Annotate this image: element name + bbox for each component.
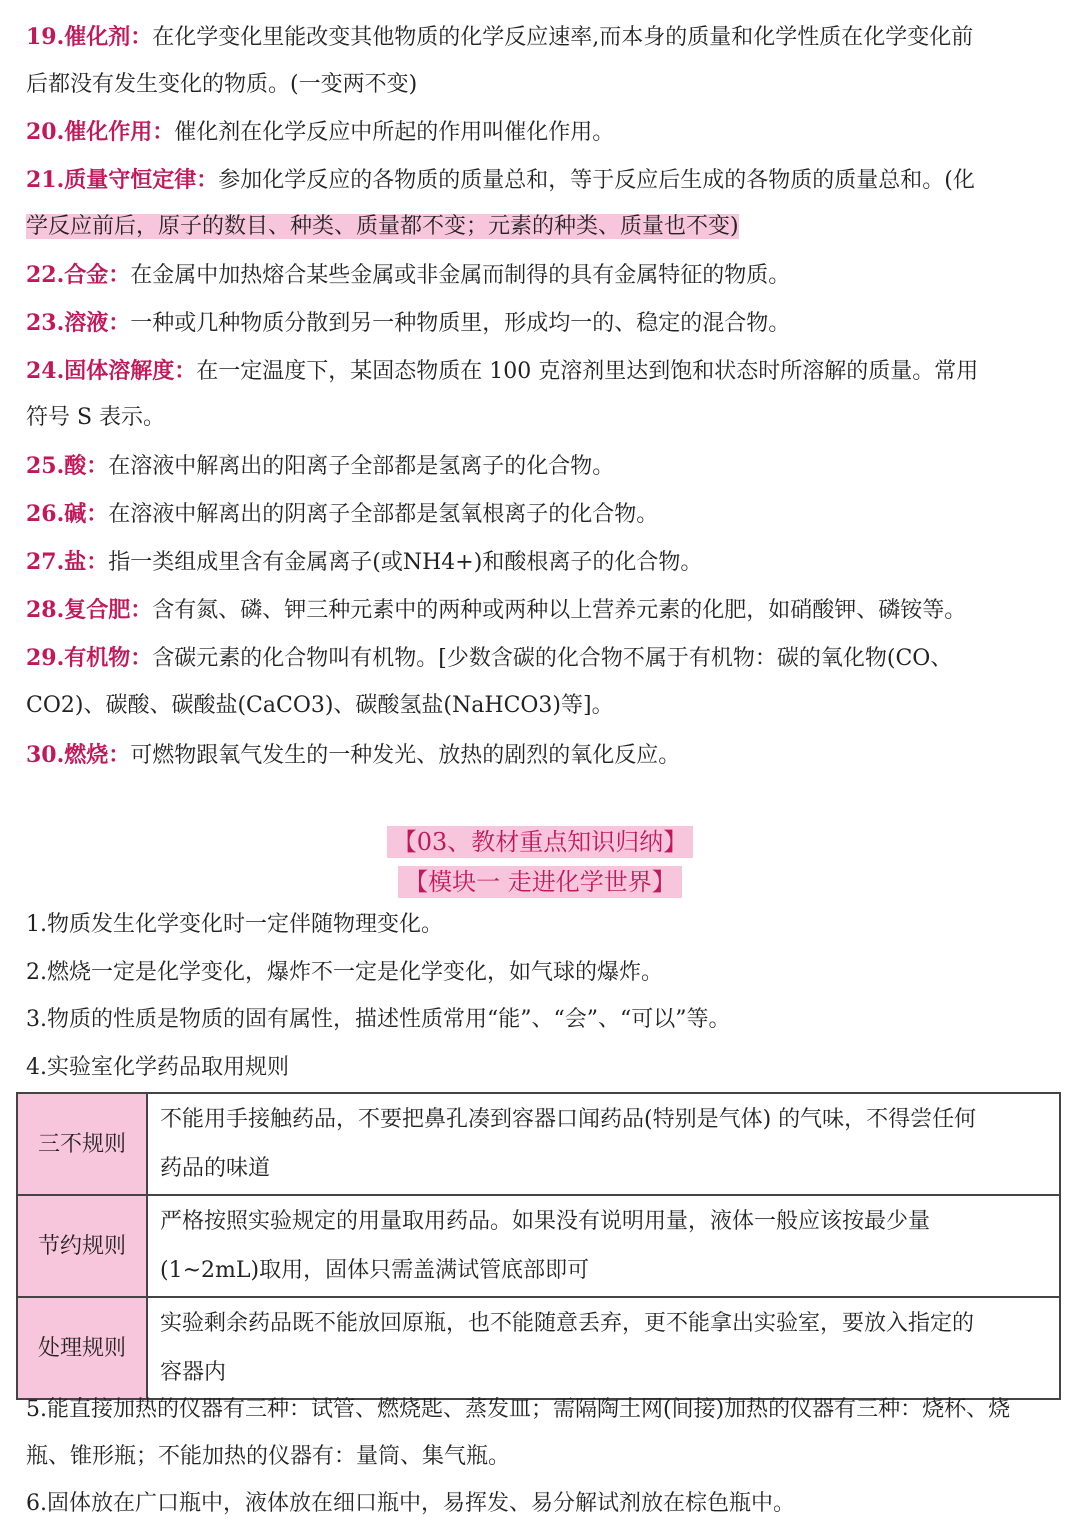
definition-text: 在溶液中解离出的阳离子全部都是氢离子的化合物。 <box>108 454 615 479</box>
definition-text: 学反应前后，原子的数目、种类、质量都不变；元素的种类、质量也不变) <box>26 214 739 239</box>
rule-label: 三不规则 <box>17 1093 147 1195</box>
definition-text: 含有氮、磷、钾三种元素中的两种或两种以上营养元素的化肥，如硝酸钾、磷铵等。 <box>152 598 967 623</box>
definition-text: 在化学变化里能改变其他物质的化学反应速率,而本身的质量和化学性质在化学变化前 <box>152 25 974 50</box>
definition-26 <box>26 499 658 530</box>
definition-number: 26.碱： <box>26 501 109 527</box>
point-6 <box>26 1489 795 1519</box>
definition-text: 含碳元素的化合物叫有机物。[少数含碳的化合物不属于有机物：碳的氧化物(CO、 <box>152 646 953 671</box>
definition-number: 28.复合肥： <box>26 597 153 623</box>
definition-text: 在一定温度下，某固态物质在 100 克溶剂里达到饱和状态时所溶解的质量。常用 <box>196 359 979 384</box>
definition-text: 符号 S 表示。 <box>26 405 166 430</box>
module-heading-text: 【模块一 走进化学世界】 <box>398 866 682 898</box>
table-row <box>17 1297 1060 1399</box>
point-text: 2.燃烧一定是化学变化，爆炸不一定是化学变化，如气球的爆炸。 <box>26 960 663 985</box>
definition-29-cont <box>26 691 614 721</box>
definition-number: 30.燃烧： <box>26 742 131 768</box>
definition-text: 在金属中加热熔合某些金属或非金属而制得的具有金属特征的物质。 <box>130 263 791 288</box>
definition-30 <box>26 740 680 771</box>
definition-number: 24.固体溶解度： <box>26 358 197 384</box>
definition-number: 20.催化作用： <box>26 119 175 145</box>
definition-21 <box>26 165 975 196</box>
table-row <box>17 1093 1060 1195</box>
definition-number: 19.催化剂： <box>26 24 153 50</box>
point-4 <box>26 1053 289 1083</box>
rule-line: 实验剩余药品既不能放回原瓶，也不能随意丢弃，更不能拿出实验室，要放入指定的 <box>160 1311 975 1336</box>
table-row <box>17 1195 1060 1297</box>
definition-number: 27.盐： <box>26 549 109 575</box>
definition-text: 后都没有发生变化的物质。(一变两不变) <box>26 72 418 97</box>
definition-number: 23.溶液： <box>26 310 131 336</box>
definition-text: 可燃物跟氧气发生的一种发光、放热的剧烈的氧化反应。 <box>130 743 681 768</box>
definition-25 <box>26 451 614 482</box>
definition-24-cont <box>26 403 165 433</box>
definition-number: 22.合金： <box>26 262 131 288</box>
rule-label: 节约规则 <box>17 1195 147 1297</box>
point-text: 6.固体放在广口瓶中，液体放在细口瓶中，易挥发、易分解试剂放在棕色瓶中。 <box>26 1491 795 1516</box>
point-text: 1.物质发生化学变化时一定伴随物理变化。 <box>26 912 443 937</box>
section-heading <box>0 822 1080 857</box>
point-text: 瓶、锥形瓶；不能加热的仪器有：量筒、集气瓶。 <box>26 1444 511 1469</box>
rule-text <box>147 1297 1060 1399</box>
definition-text: 指一类组成里含有金属离子(或NH4+)和酸根离子的化合物。 <box>108 550 703 575</box>
point-2 <box>26 958 663 988</box>
point-5 <box>26 1395 1010 1425</box>
definition-22 <box>26 260 790 291</box>
definition-text: 参加化学反应的各物质的质量总和，等于反应后生成的各物质的质量总和。(化 <box>218 168 975 193</box>
definition-28 <box>26 595 966 626</box>
definition-text: 催化剂在化学反应中所起的作用叫催化作用。 <box>174 120 615 145</box>
definition-number: 21.质量守恒定律： <box>26 167 219 193</box>
definition-number: 29.有机物： <box>26 645 153 671</box>
point-1 <box>26 910 443 940</box>
point-text: 5.能直接加热的仪器有三种：试管、燃烧匙、蒸发皿；需隔陶土网(间接)加热的仪器有三种：烧杯、烧 <box>26 1397 1011 1422</box>
definition-text: 在溶液中解离出的阴离子全部都是氢氧根离子的化合物。 <box>108 502 659 527</box>
point-3 <box>26 1005 730 1035</box>
rule-line: 容器内 <box>160 1360 227 1385</box>
definition-19-cont <box>26 70 417 100</box>
rules-table <box>16 1092 1061 1400</box>
rule-text <box>147 1093 1060 1195</box>
rule-line: 严格按照实验规定的用量取用药品。如果没有说明用量，液体一般应该按最少量 <box>160 1209 931 1234</box>
rule-line: 药品的味道 <box>160 1156 271 1181</box>
point-text: 3.物质的性质是物质的固有属性，描述性质常用“能”、“会”、“可以”等。 <box>26 1007 731 1032</box>
definition-24 <box>26 356 978 387</box>
rule-text <box>147 1195 1060 1297</box>
rule-line: 不能用手接触药品，不要把鼻孔凑到容器口闻药品(特别是气体) 的气味，不得尝任何 <box>160 1107 977 1132</box>
definition-21-cont <box>26 212 739 242</box>
definition-text: CO2)、碳酸、碳酸盐(CaCO3)、碳酸氢盐(NaHCO3)等]。 <box>26 693 614 718</box>
point-5-cont <box>26 1442 510 1472</box>
definition-29 <box>26 643 952 674</box>
point-text: 4.实验室化学药品取用规则 <box>26 1055 289 1080</box>
definition-19 <box>26 22 973 53</box>
definition-23 <box>26 308 790 339</box>
definition-20 <box>26 117 614 148</box>
module-heading <box>0 862 1080 897</box>
section-heading-text: 【03、教材重点知识归纳】 <box>387 826 694 858</box>
definition-number: 25.酸： <box>26 453 109 479</box>
definition-text: 一种或几种物质分散到另一种物质里，形成均一的、稳定的混合物。 <box>130 311 791 336</box>
rule-line: (1~2mL)取用，固体只需盖满试管底部即可 <box>160 1258 590 1283</box>
definition-27 <box>26 547 702 578</box>
rule-label: 处理规则 <box>17 1297 147 1399</box>
